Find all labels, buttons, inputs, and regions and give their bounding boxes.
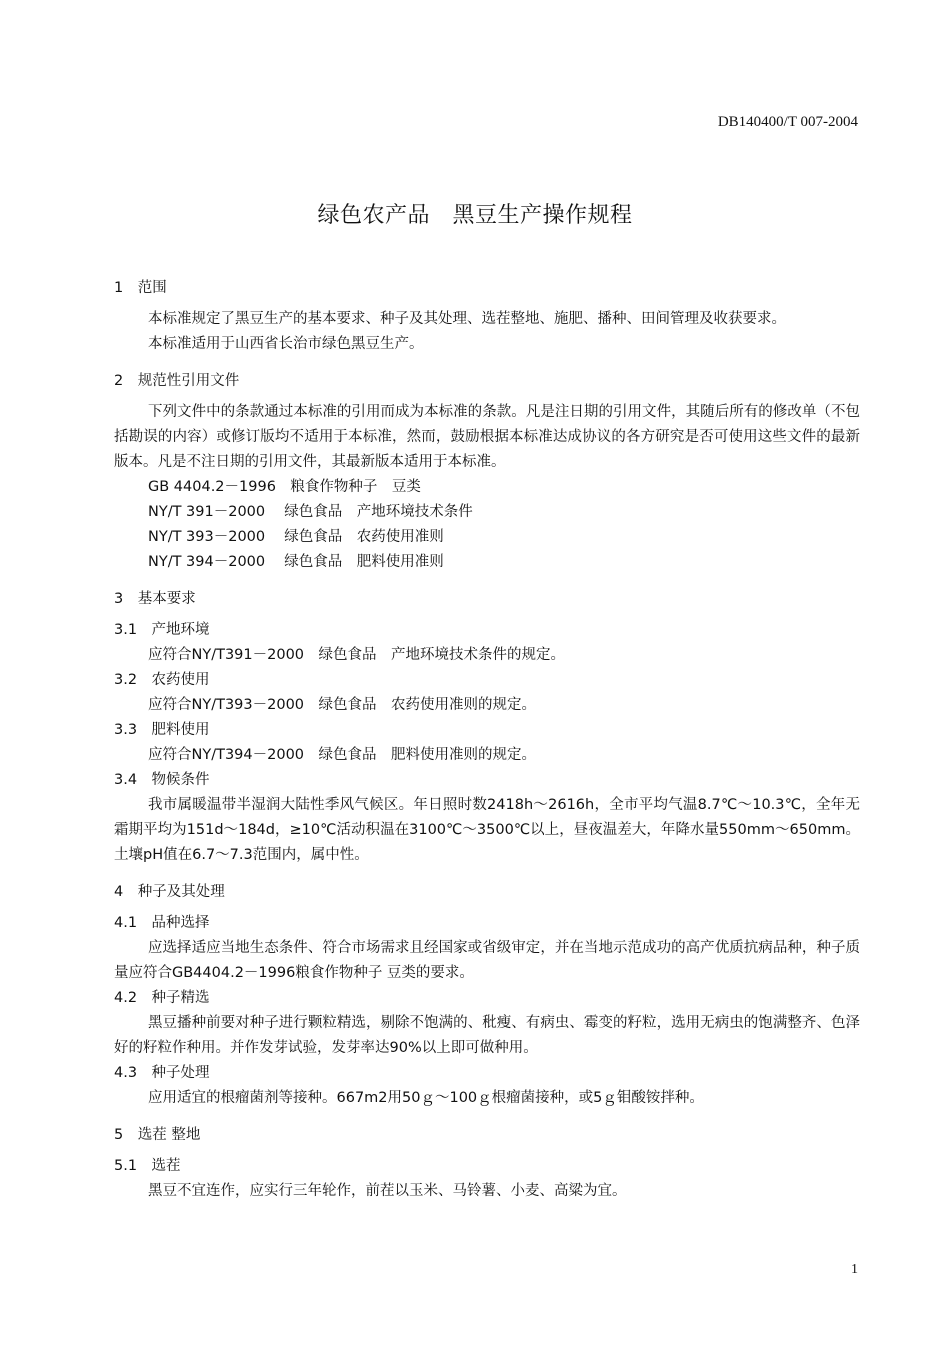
- section-1-heading: 1 范围: [114, 280, 167, 296]
- subsection-4-2-paragraph: 黑豆播种前要对种子进行颗粒精选，剔除不饱满的、秕瘦、有病虫、霉变的籽粒，选用无病虫的饱满整齐、色泽好的籽粒作种用。并作发芽试验，发芽率达90%以上即可做种用。: [114, 1015, 860, 1056]
- subsection-4-1-paragraph: 应选择适应当地生态条件、符合市场需求且经国家或省级审定，并在当地示范成功的高产优质抗病品种，种子质量应符合GB4404.2－1996粮食作物种子 豆类的要求。: [114, 940, 860, 981]
- section-1-paragraph: 本标准规定了黑豆生产的基本要求、种子及其处理、选茬整地、施肥、播种、田间管理及收获要求。: [148, 311, 786, 327]
- section-2-heading: 2 规范性引用文件: [114, 373, 240, 389]
- subsection-3-2-paragraph: 应符合NY/T393－2000 绿色食品 农药使用准则的规定。: [148, 697, 537, 713]
- subsection-3-1-heading: 3.1 产地环境: [114, 622, 210, 638]
- subsection-3-4-paragraph: 我市属暖温带半湿润大陆性季风气候区。年日照时数2418h～2616h，全市平均气温8.7℃～10.3℃，全年无霜期平均为151d～184d，≥10℃活动积温在3100℃～3500℃以上，昼夜温差大，年降水量550mm～650mm。土壤pH值在6.7～7.3范围内，属中性。: [114, 797, 860, 863]
- subsection-3-1-paragraph: 应符合NY/T391－2000 绿色食品 产地环境技术条件的规定。: [148, 647, 566, 663]
- section-3-heading: 3 基本要求: [114, 591, 196, 607]
- subsection-3-4-heading: 3.4 物候条件: [114, 772, 210, 788]
- subsection-4-3-heading: 4.3 种子处理: [114, 1065, 210, 1081]
- standard-number: DB140400/T 007-2004: [717, 114, 858, 130]
- subsection-5-1-heading: 5.1 选茬: [114, 1158, 181, 1174]
- page-number: 1: [851, 1262, 858, 1277]
- subsection-4-3-paragraph: 应用适宜的根瘤菌剂等接种。667m2用50ｇ～100ｇ根瘤菌接种，或5ｇ钼酸铵拌种。: [148, 1090, 704, 1106]
- subsection-3-2-heading: 3.2 农药使用: [114, 672, 210, 688]
- subsection-3-3-paragraph: 应符合NY/T394－2000 绿色食品 肥料使用准则的规定。: [148, 747, 537, 763]
- section-4-heading: 4 种子及其处理: [114, 884, 225, 900]
- reference-item: GB 4404.2－1996 粮食作物种子 豆类: [148, 479, 421, 495]
- reference-item: NY/T 394－2000 绿色食品 肥料使用准则: [148, 554, 444, 570]
- document-title: 绿色农产品 黑豆生产操作规程: [317, 203, 633, 228]
- subsection-5-1-paragraph: 黑豆不宜连作，应实行三年轮作，前茬以玉米、马铃薯、小麦、高粱为宜。: [148, 1183, 627, 1199]
- reference-list: [114, 475, 860, 575]
- document-body: [114, 276, 860, 1204]
- subsection-4-2-heading: 4.2 种子精选: [114, 990, 210, 1006]
- subsection-4-1-heading: 4.1 品种选择: [114, 915, 210, 931]
- section-1-paragraph: 本标准适用于山西省长治市绿色黑豆生产。: [148, 336, 424, 352]
- section-5-heading: 5 选茬 整地: [114, 1127, 201, 1143]
- subsection-3-3-heading: 3.3 肥料使用: [114, 722, 210, 738]
- section-2-paragraph: 下列文件中的条款通过本标准的引用而成为本标准的条款。凡是注日期的引用文件，其随后所有的修改单（不包括勘误的内容）或修订版均不适用于本标准，然而，鼓励根据本标准达成协议的各方研究是否可使用这些文件的最新版本。凡是不注日期的引用文件，其最新版本适用于本标准。: [114, 404, 860, 470]
- reference-item: NY/T 393－2000 绿色食品 农药使用准则: [148, 529, 444, 545]
- reference-item: NY/T 391－2000 绿色食品 产地环境技术条件: [148, 504, 473, 520]
